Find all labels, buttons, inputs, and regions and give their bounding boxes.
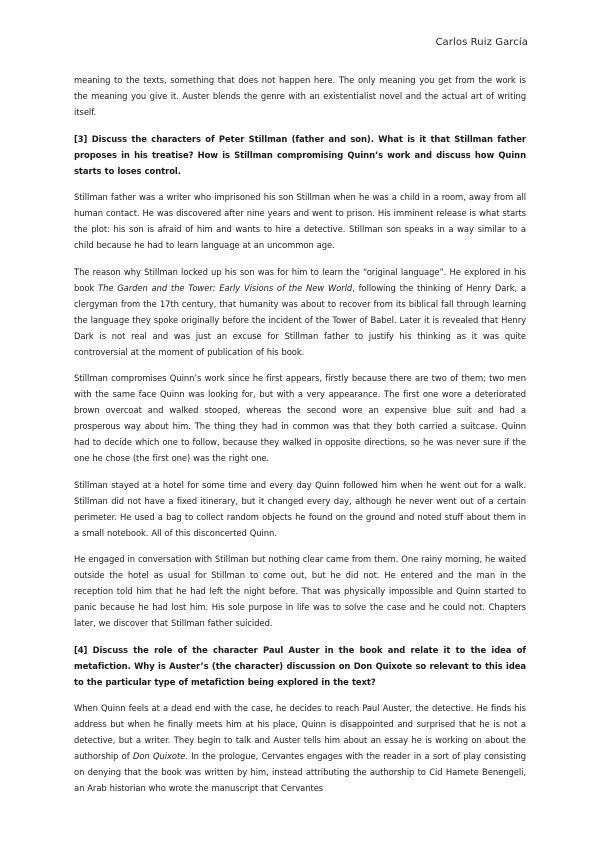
text-span: . In the prologue, Cervantes engages with the reader in a sort of play consisting on denying that the book was written by him, instead attributing the authorship to Cid Hamete Benengeli, an Arab historian who wrote the manuscript that Cervantes xyxy=(74,751,527,793)
paragraph-paul-auster xyxy=(74,700,526,796)
book-title: The Garden and the Tower: Early Visions of the New World xyxy=(98,282,353,293)
paragraph-original-language xyxy=(74,264,526,360)
page-header-author: Carlos Ruiz García xyxy=(435,37,528,48)
paragraph-continuation: meaning to the texts, something that does not happen here. The only meaning you get from the work is the meaning you give it. Auster blends the genre with an existentialist novel and the actual art of writing itself. xyxy=(74,75,526,117)
question-3: [3] Discuss the characters of Peter Stillman (father and son). What is it that Stillman father proposes in his treatise? How is Stillman compromising Quinn’s work and discuss how Quinn starts to loses control. xyxy=(74,133,526,176)
paragraph-stillman-father: Stillman father was a writer who imprisoned his son Stillman when he was a child in a room, away from all human contact. He was discovered after nine years and went to prison. His imminent release is what starts the plot: his son is afraid of him and wants to hire a detective. Stillman son speaks in a way similar to a child because he had to learn language at an uncommon age. xyxy=(74,192,526,250)
text-span: , following the thinking of Henry Dark, a clergyman from the 17th century, that humanity was about to recover from its biblical fall through learning the language they spoke originally before the incident of the Tower of Babel. Later it is revealed that Henry Dark is not real and was just an excuse for Stillman father to justify his thinking as it was quite controversial at the moment of publication of his book. xyxy=(74,282,526,357)
paragraph-two-stillmans: Stillman compromises Quinn’s work since he first appears, firstly because there are two of them; two men with the same face Quinn was looking for, but with a very appearance. The first one wore a deteriorated brown overcoat and walked stooped, whereas the second wore an expensive blue suit and had a prosperous way about him. The thing they had in common was that they both carried a suitcase. Quinn had to decide which one to follow, because they walked in opposite directions, so he was never sure if the one he chose (the first one) was the right one. xyxy=(74,373,526,463)
text-span: The reason why Stillman locked up his son was for him to learn the “original language”. He explored in his book xyxy=(74,266,526,293)
question-4: [4] Discuss the role of the character Paul Auster in the book and relate it to the idea of metafiction. Why is Auster’s (the character) discussion on Don Quixote so relevant to this idea to the particular type of metafiction being explored in the text? xyxy=(74,644,526,687)
book-title: Don Quixote xyxy=(132,751,186,761)
text-span: When Quinn feels at a dead end with the case, he decides to reach Paul Auster, the detective. He finds his address but when he finally meets him at his place, Quinn is disappointed and surprised that he is not a detective, but a writer. They begin to talk and Auster tells him about an essay he is working on about the authorship of xyxy=(74,703,526,761)
paragraph-hotel-walks: Stillman stayed at a hotel for some time and every day Quinn followed him when he went out for a walk. Stillman did not have a fixed itinerary, but it changed every day, although he never went out of a certain perimeter. He used a bag to collect random objects he found on the ground and noted stuff about them in a small notebook. All of this disconcerted Quinn. xyxy=(74,479,526,538)
document-body xyxy=(74,72,526,807)
paragraph-lost-stillman: He engaged in conversation with Stillman but nothing clear came from them. One rainy morning, he waited outside the hotel as usual for Stillman to come out, but he did not. He entered and the man in the reception told him that he had left the night before. That was physically impossible and Quinn started to panic because he had lost him. His sole purpose in life was to solve the case and he could not. Chapters later, we discover that Stillman father suicided. xyxy=(74,554,526,628)
